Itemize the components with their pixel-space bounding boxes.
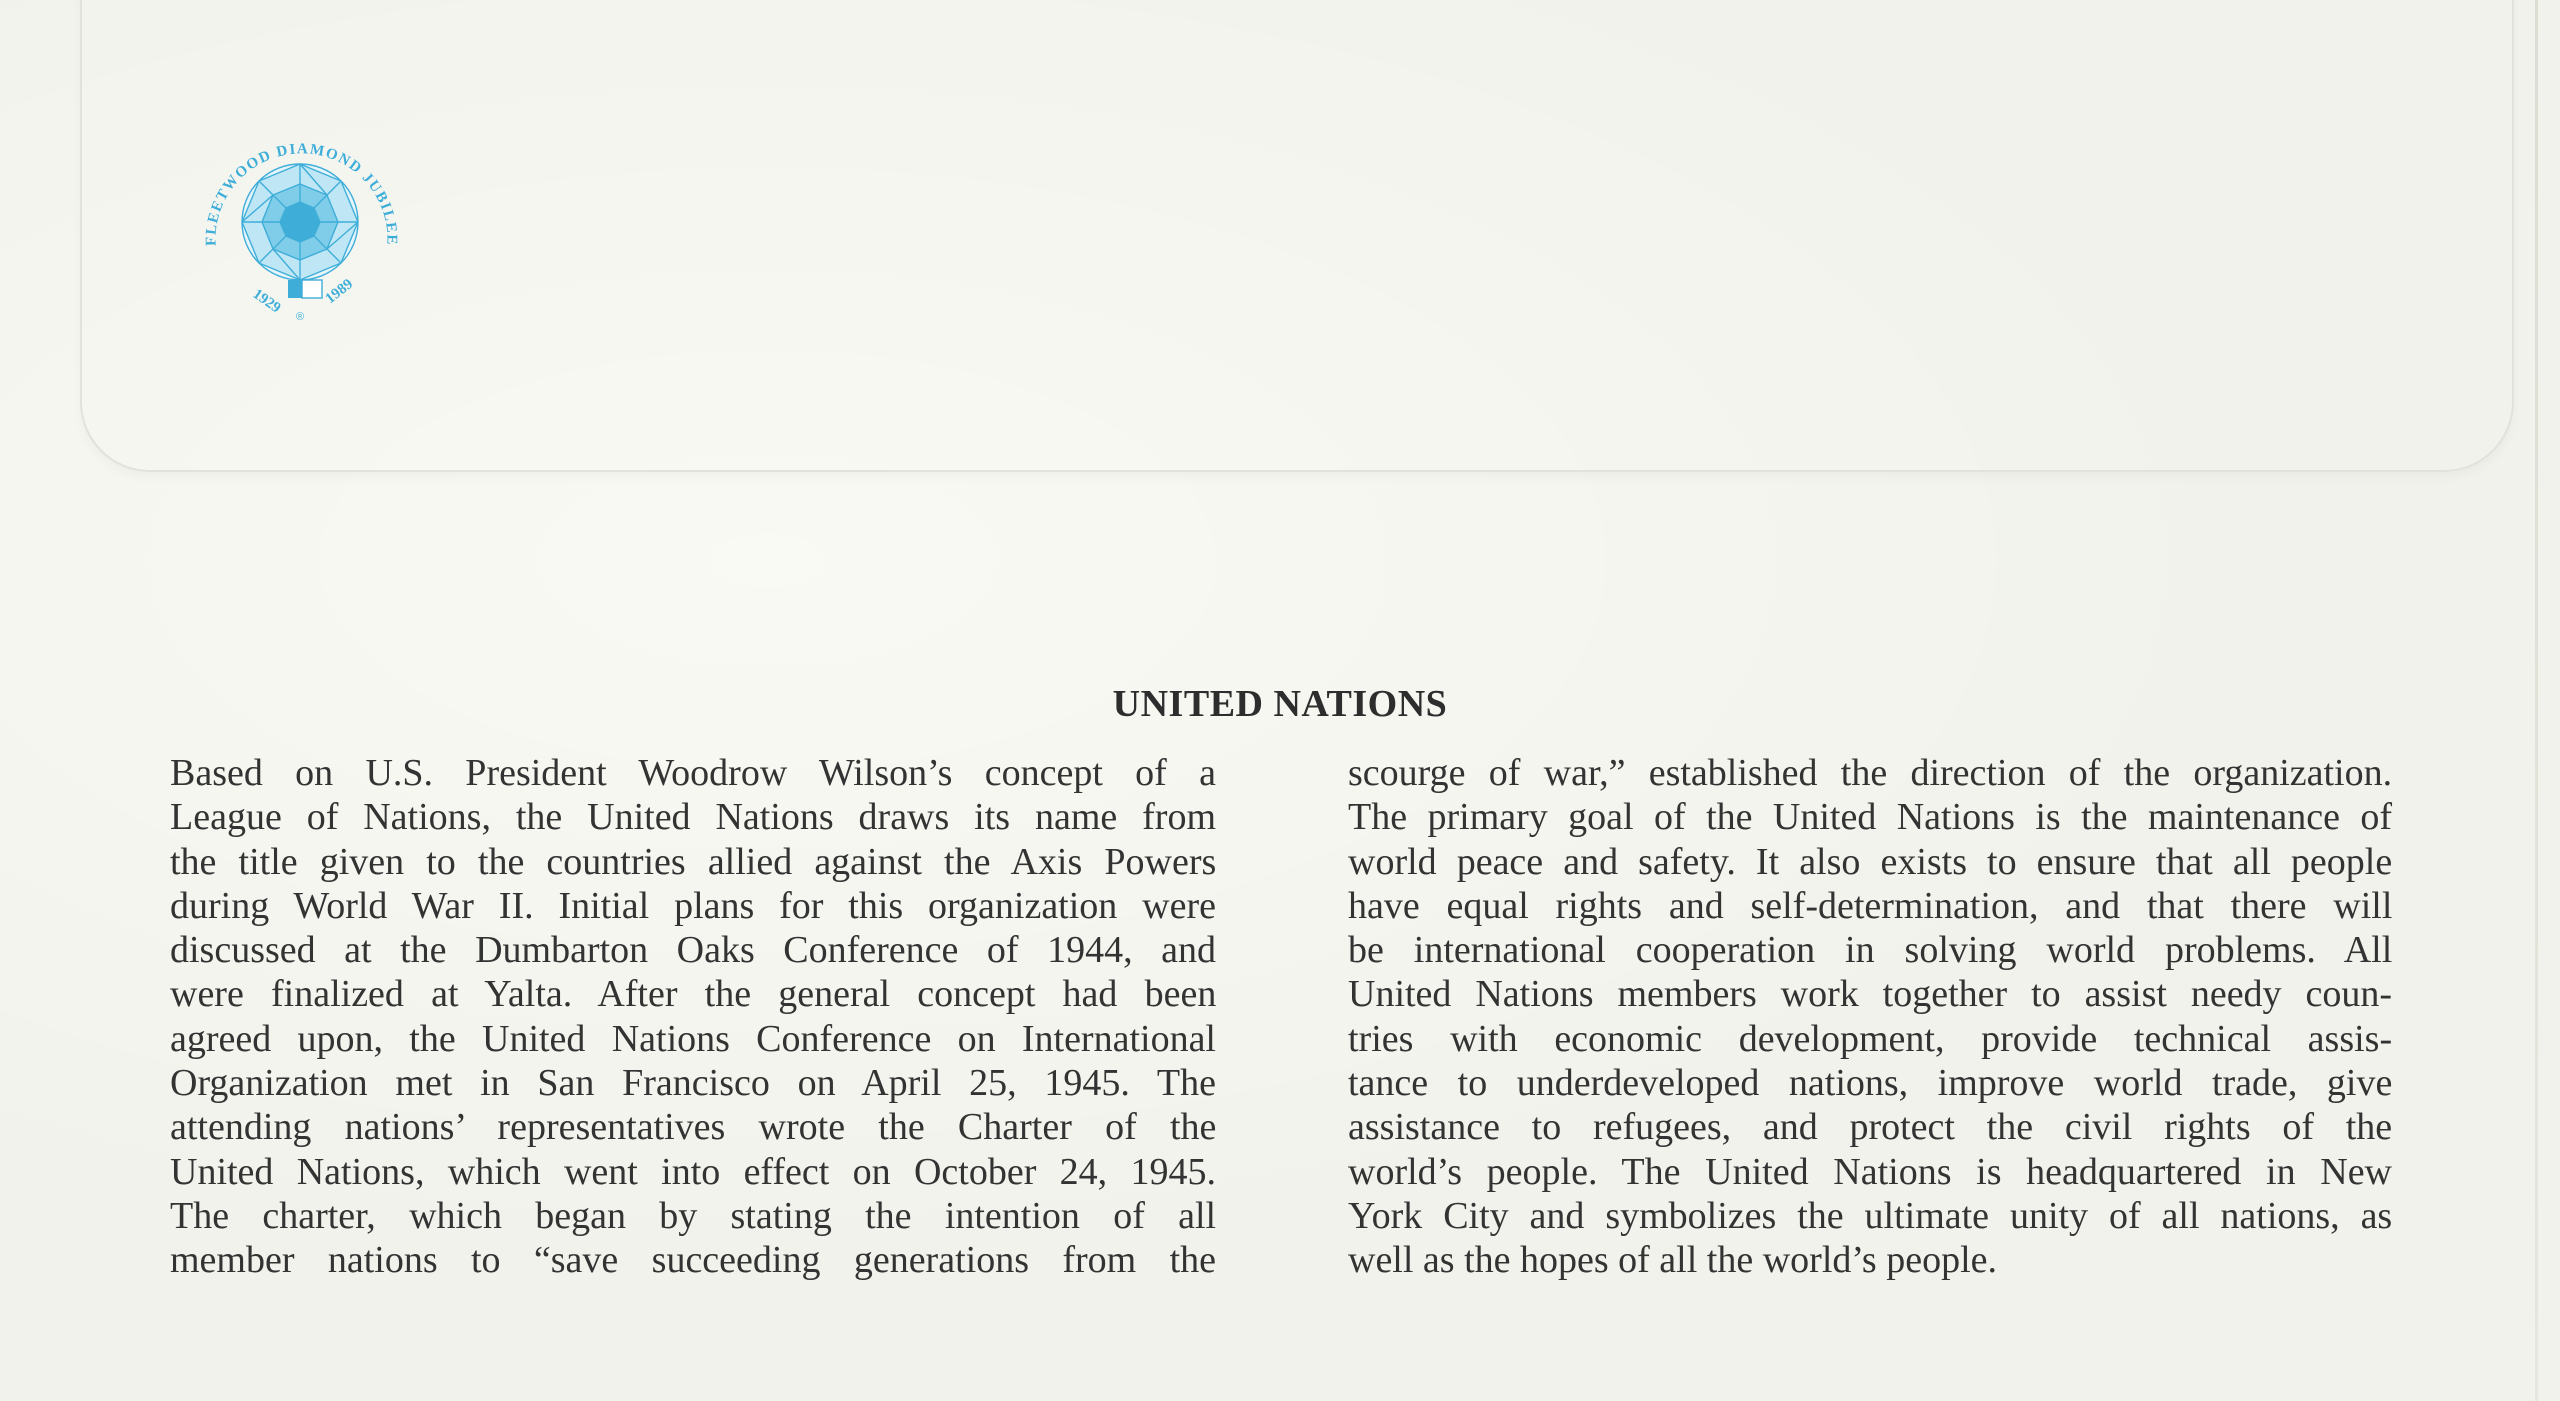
text-line: discussed at the Dumbarton Oaks Conference of 1944, and [170, 929, 1216, 972]
text-line: were finalized at Yalta. After the general concept had been [170, 973, 1217, 1016]
logo-year-left: 1929 [249, 286, 284, 317]
text-line: assistance to refugees, and protect the civil rights of the [1348, 1106, 2393, 1149]
fleetwood-jubilee-logo [180, 110, 420, 340]
text-line: during World War II. Initial plans for this organization were [170, 884, 1216, 927]
text-line: League of Nations, the United Nations draws its name from [170, 796, 1216, 839]
text-line: Organization met in San Francisco on April 25, 1945. The [170, 1062, 1216, 1105]
text-line: scourge of war,” established the direction of the organization. [1348, 752, 2393, 794]
text-line: well as the hopes of all the world’s people. [1348, 1239, 1998, 1282]
text-line: agreed upon, the United Nations Conference on International [170, 1017, 1216, 1060]
text-line: world peace and safety. It also exists to ensure that all people [1348, 840, 2393, 883]
registered-mark: ® [295, 311, 305, 323]
right-text-column [1348, 751, 2392, 1283]
text-line: The charter, which began by stating the intention of all [170, 1194, 1217, 1237]
text-line: have equal rights and self-determination, and that there will [1348, 884, 2393, 927]
text-line: York City and symbolizes the ultimate unity of all nations, as [1348, 1194, 2393, 1237]
text-line: the title given to the countries allied against the Axis Powers [170, 840, 1217, 883]
text-line: Based on U.S. President Woodrow Wilson’s concept of a [170, 752, 1216, 794]
left-text-column [170, 751, 1216, 1283]
document-title: UNITED NATIONS [1112, 683, 1448, 725]
text-line: world’s people. The United Nations is headquartered in New [1348, 1150, 2392, 1193]
logo-arc-text: FLEETWOOD DIAMOND JUBILEE [203, 141, 400, 247]
diamond-seal-icon [180, 110, 420, 340]
text-line: United Nations members work together to assist needy coun- [1348, 973, 2392, 1016]
text-line: attending nations’ representatives wrote the Charter of the [170, 1106, 1217, 1149]
envelope-flap [80, 0, 2514, 472]
text-line: member nations to “save succeeding generations from the [170, 1239, 1216, 1282]
text-line: tance to underdeveloped nations, improve world trade, give [1348, 1062, 2393, 1105]
text-line: United Nations, which went into effect on October 24, 1945. [170, 1150, 1216, 1193]
logo-year-right: 1989 [322, 276, 357, 308]
text-line: The primary goal of the United Nations is the maintenance of [1348, 796, 2392, 839]
text-line: tries with economic development, provide technical assis- [1348, 1017, 2393, 1060]
text-line: be international cooperation in solving world problems. All [1348, 929, 2393, 972]
